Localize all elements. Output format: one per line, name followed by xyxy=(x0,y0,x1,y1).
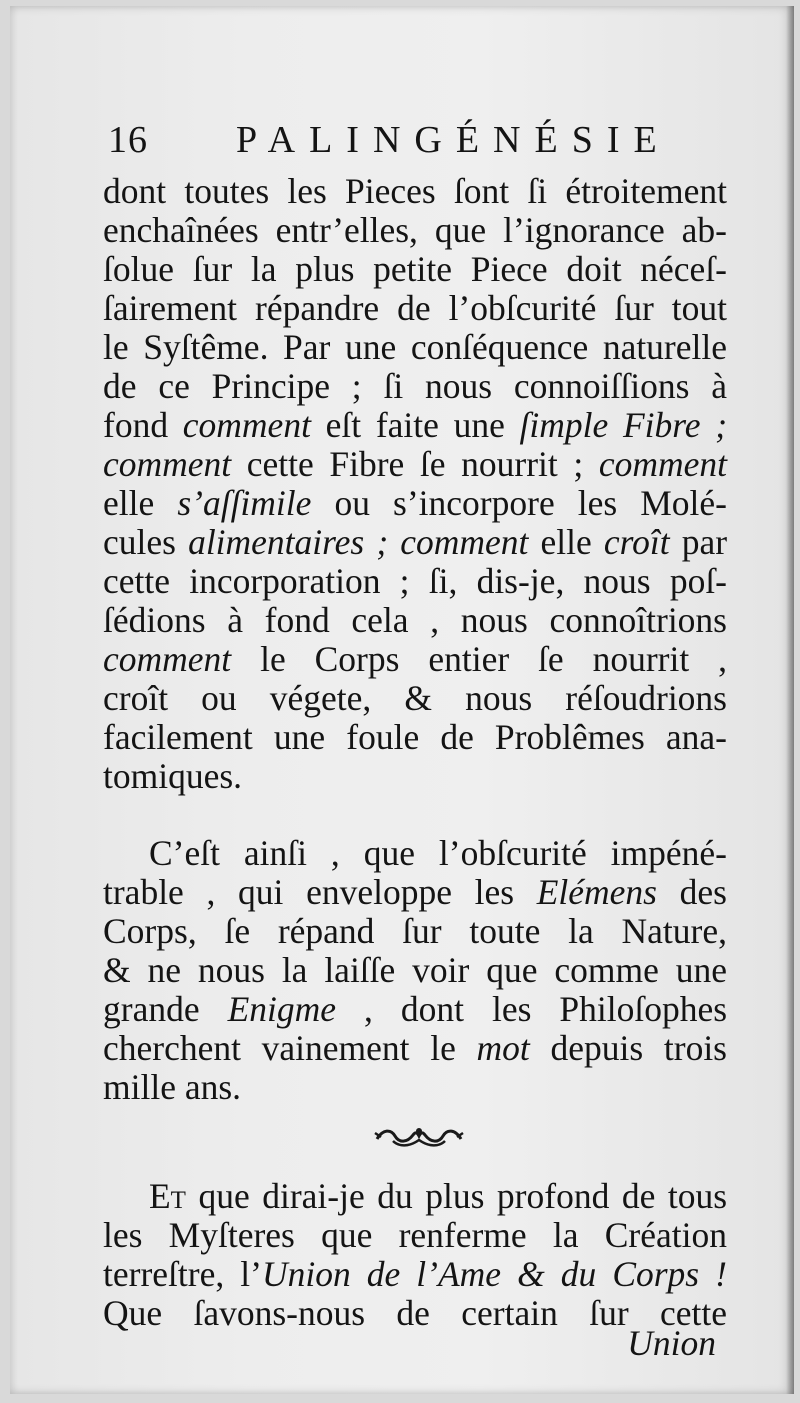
text-run: , dont les Philoſophes xyxy=(364,989,728,1029)
text-line xyxy=(103,1029,727,1068)
italic-run: Union de l’Ame & du Corps ! xyxy=(261,1254,727,1294)
text-line: C’eſt ainſi , que l’obſcurité impéné- xyxy=(149,833,727,873)
text-line xyxy=(103,1255,727,1294)
paragraph-2 xyxy=(103,834,727,1107)
text-line: facilement une foule de Problêmes ana- xyxy=(103,717,727,757)
text-run: fond xyxy=(103,405,169,445)
text-run: depuis trois xyxy=(550,1028,727,1068)
catchword: Union xyxy=(627,1323,716,1363)
fleuron-ornament-icon xyxy=(373,1123,465,1149)
text-line xyxy=(103,640,727,679)
text-line: & ne nous la laiſſe voir que comme une xyxy=(103,950,727,990)
text-block xyxy=(103,172,727,1333)
italic-run: comment xyxy=(103,639,232,679)
text-run: par xyxy=(681,522,728,562)
italic-run: ſimple Fibre ; xyxy=(519,405,728,445)
book-page xyxy=(10,6,794,1394)
text-run: cules xyxy=(103,522,176,562)
text-line xyxy=(103,990,727,1029)
text-run: le Corps entier ſe nourrit , xyxy=(260,639,727,679)
text-line: Que ſavons-nous de certain ſur cette xyxy=(103,1293,727,1333)
page-edge-shadow xyxy=(786,6,794,1394)
text-line: cette incorporation ; ſi, dis-je, nous poſ- xyxy=(103,561,727,601)
text-run: terreſtre, l’ xyxy=(103,1254,262,1294)
text-line: Corps, ſe répand ſur toute la Nature, xyxy=(103,911,727,951)
text-run: des xyxy=(679,872,727,912)
text-line xyxy=(103,1177,727,1216)
italic-run: mot xyxy=(476,1028,530,1068)
text-line xyxy=(103,523,727,562)
text-line: mille ans. xyxy=(103,1067,242,1107)
paragraph-1 xyxy=(103,172,727,796)
text-line xyxy=(103,445,727,484)
text-line: dont toutes les Pieces ſont ſi étroitement xyxy=(103,171,727,211)
running-head xyxy=(108,118,708,168)
paragraph-gap xyxy=(103,796,727,834)
text-line xyxy=(103,484,727,523)
text-run: que dirai-je du plus profond de tous xyxy=(198,1176,728,1216)
italic-run: alimentaires ; comment xyxy=(188,522,529,562)
italic-run: comment xyxy=(103,444,232,484)
text-line: le Syſtême. Par une conſéquence naturelle xyxy=(103,327,727,367)
text-run: trable , qui enveloppe les xyxy=(103,872,515,912)
page-number: 16 xyxy=(108,119,148,161)
text-run: eſt faite une xyxy=(325,405,505,445)
text-line: croît ou végete, & nous réſoudrions xyxy=(103,678,727,718)
text-run: elle xyxy=(540,522,592,562)
text-run: grande xyxy=(103,989,200,1029)
italic-run: comment xyxy=(182,405,311,445)
ornament-row xyxy=(103,1107,727,1177)
text-run: elle xyxy=(103,483,155,523)
italic-run: s’aſſimile xyxy=(177,483,312,523)
running-title: PALINGÉNÉSIE xyxy=(236,119,671,161)
text-line: ſolue ſur la plus petite Piece doit néceſ- xyxy=(103,249,727,289)
text-run: cette Fibre ſe nourrit ; xyxy=(246,444,584,484)
text-line: ſédions à fond cela , nous connoîtrions xyxy=(103,600,727,640)
paragraph-3 xyxy=(103,1177,727,1333)
text-line: de ce Principe ; ſi nous connoiſſions à xyxy=(103,366,727,406)
italic-run: Enigme xyxy=(227,989,337,1029)
text-line: ſairement répandre de l’obſcurité ſur tout xyxy=(103,288,727,328)
italic-run: comment xyxy=(598,444,727,484)
text-run: cherchent vainement le xyxy=(103,1028,456,1068)
text-line: les Myſteres que renferme la Création xyxy=(103,1215,727,1255)
text-line xyxy=(103,406,727,445)
italic-run: Elémens xyxy=(536,872,657,912)
text-run: ou s’incorpore les Molé- xyxy=(334,483,728,523)
italic-run: croît xyxy=(603,522,670,562)
text-line: tomiques. xyxy=(103,756,243,796)
text-line: enchaînées entr’elles, que l’ignorance ab- xyxy=(103,210,727,250)
dropcap: Et xyxy=(149,1176,186,1216)
text-line xyxy=(103,873,727,912)
